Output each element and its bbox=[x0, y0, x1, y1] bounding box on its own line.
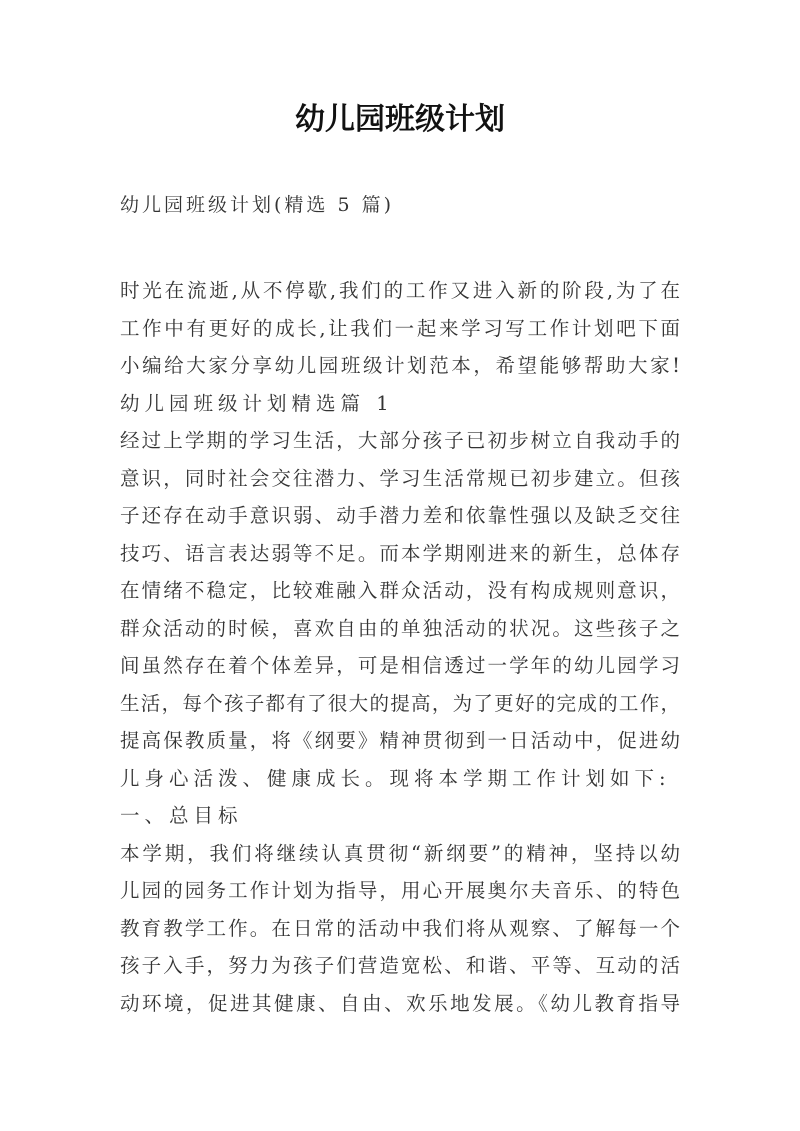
paragraph-line: 生活，每个孩子都有了很大的提高，为了更好的完成的工作， bbox=[120, 691, 680, 715]
paragraph-line: 意识，同时社会交往潜力、学习生活常规已初步建立。但孩 bbox=[120, 466, 680, 490]
document-body bbox=[120, 272, 680, 1022]
paragraph-line: 动环境，促进其健康、自由、欢乐地发展。《幼儿教育指导 bbox=[120, 991, 680, 1015]
paragraph-line: 在情绪不稳定，比较难融入群众活动，没有构成规则意识， bbox=[120, 579, 680, 602]
paragraph-line: 幼儿园班级计划精选篇 1 bbox=[120, 391, 394, 415]
paragraph-line: 技巧、语言表达弱等不足。而本学期刚进来的新生，总体存 bbox=[120, 541, 680, 565]
paragraph-line: 孩子入手，努力为孩子们营造宽松、和谐、平等、互动的活 bbox=[120, 954, 680, 977]
paragraph-line: 子还存在动手意识弱、动手潜力差和依靠性强以及缺乏交往 bbox=[120, 504, 680, 527]
paragraph-line: 一、总目标 bbox=[120, 804, 243, 827]
paragraph-line: 时光在流逝,从不停歇,我们的工作又进入新的阶段,为了在 bbox=[120, 279, 680, 302]
paragraph-line: 本学期，我们将继续认真贯彻“新纲要”的精神，坚持以幼 bbox=[120, 841, 680, 865]
paragraph-line: 教育教学工作。在日常的活动中我们将从观察、了解每一个 bbox=[120, 916, 680, 940]
paragraph-line: 提高保教质量，将《纲要》精神贯彻到一日活动中，促进幼 bbox=[120, 729, 680, 752]
paragraph-line: 儿身心活泼、健康成长。现将本学期工作计划如下: bbox=[120, 766, 671, 790]
paragraph-line: 间虽然存在着个体差异，可是相信透过一学年的幼儿园学习 bbox=[120, 654, 680, 677]
paragraph-line: 经过上学期的学习生活，大部分孩子已初步树立自我动手的 bbox=[120, 429, 680, 452]
document-title: 幼儿园班级计划 bbox=[295, 102, 505, 137]
paragraph-line: 工作中有更好的成长,让我们一起来学习写工作计划吧下面 bbox=[120, 316, 680, 340]
document-subtitle: 幼儿园班级计划(精选 5 篇) bbox=[120, 194, 394, 216]
paragraph-line: 小编给大家分享幼儿园班级计划范本，希望能够帮助大家! bbox=[120, 354, 680, 377]
paragraph-line: 群众活动的时候，喜欢自由的单独活动的状况。这些孩子之 bbox=[120, 616, 680, 640]
paragraph-line: 儿园的园务工作计划为指导，用心开展奥尔夫音乐、的特色 bbox=[120, 879, 680, 902]
